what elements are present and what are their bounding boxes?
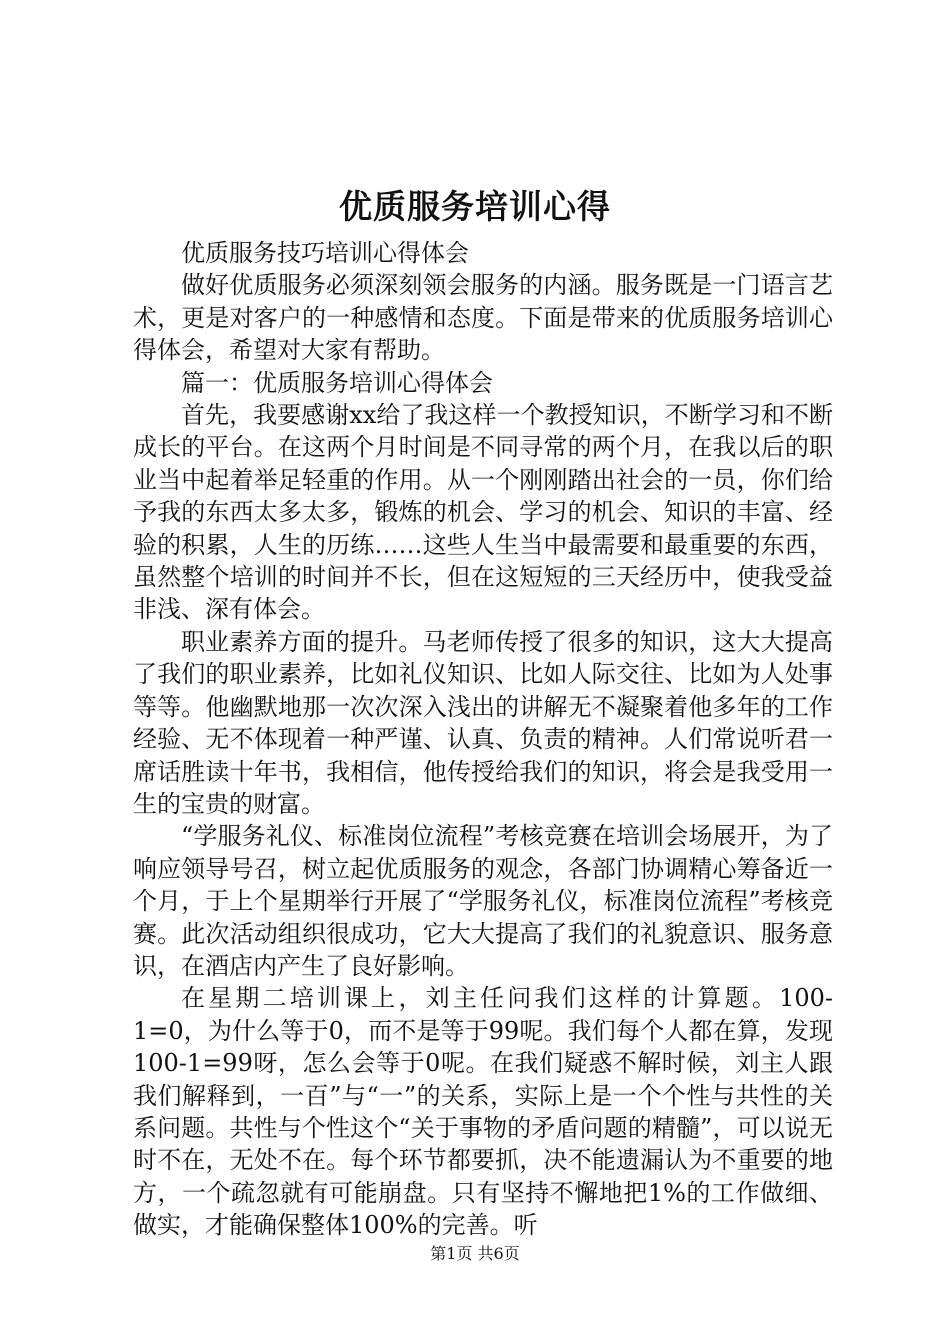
paragraph-professional-quality: 职业素养方面的提升。马老师传授了很多的知识，这大大提高了我们的职业素养，比如礼仪知识、比如人际交往、比如为人处事等等。他幽默地那一次次深入浅出的讲解无不凝聚着他多年的工作经验、无不体现着一种严谨、认真、负责的精神。人们常说听君一席话胜读十年书，我相信，他传授给我们的知识，将会是我受用一生的宝贵的财富。: [133, 627, 833, 818]
paragraph-section-heading: 篇一：优质服务培训心得体会: [181, 368, 493, 397]
document-title: 优质服务培训心得: [339, 187, 611, 226]
page-footer: 第1页 共6页: [430, 1244, 520, 1263]
paragraph-competition: “学服务礼仪、标准岗位流程”考核竞赛在培训会场展开，为了响应领导号召，树立起优质服务的观念，各部门协调精心筹备近一个月，于上个星期举行开展了“学服务礼仪，标准岗位流程”考核竞赛。此次活动组织很成功，它大大提高了我们的礼貌意识、服务意识，在酒店内产生了良好影响。: [133, 822, 833, 980]
document-body: [133, 237, 833, 1242]
paragraph-intro: 做好优质服务必须深刻领会服务的内涵。服务既是一门语言艺术，更是对客户的一种感情和态度。下面是带来的优质服务培训心得体会，希望对大家有帮助。: [133, 271, 833, 365]
paragraph-gratitude: 首先，我要感谢xx给了我这样一个教授知识，不断学习和不断成长的平台。在这两个月时间是不同寻常的两个月，在我以后的职业当中起着举足轻重的作用。从一个刚刚踏出社会的一员，你们给予我的东西太多太多，锻炼的机会、学习的机会、知识的丰富、经验的积累，人生的历练……这些人生当中最需要和最重要的东西，虽然整个培训的时间并不长，但在这短短的三天经历中，使我受益非浅、深有体会。: [133, 401, 833, 624]
paragraph-calculation: 在星期二培训课上，刘主任问我们这样的计算题。100-1=0，为什么等于0，而不是等于99呢。我们每个人都在算，发现100-1=99呀，怎么会等于0呢。在我们疑惑不解时候，刘主人跟我们解释到，一百”与“一”的关系，实际上是一个个性与共性的关系问题。共性与个性这个“关于事物的矛盾问题的精髓”，可以说无时不在，无处不在。每个环节都要抓，决不能遗漏认为不重要的地方，一个疏忽就有可能崩盘。只有坚持不懈地把1%的工作做细、做实，才能确保整体100%的完善。听: [133, 984, 833, 1240]
paragraph-subtitle: 优质服务技巧培训心得体会: [181, 239, 469, 267]
